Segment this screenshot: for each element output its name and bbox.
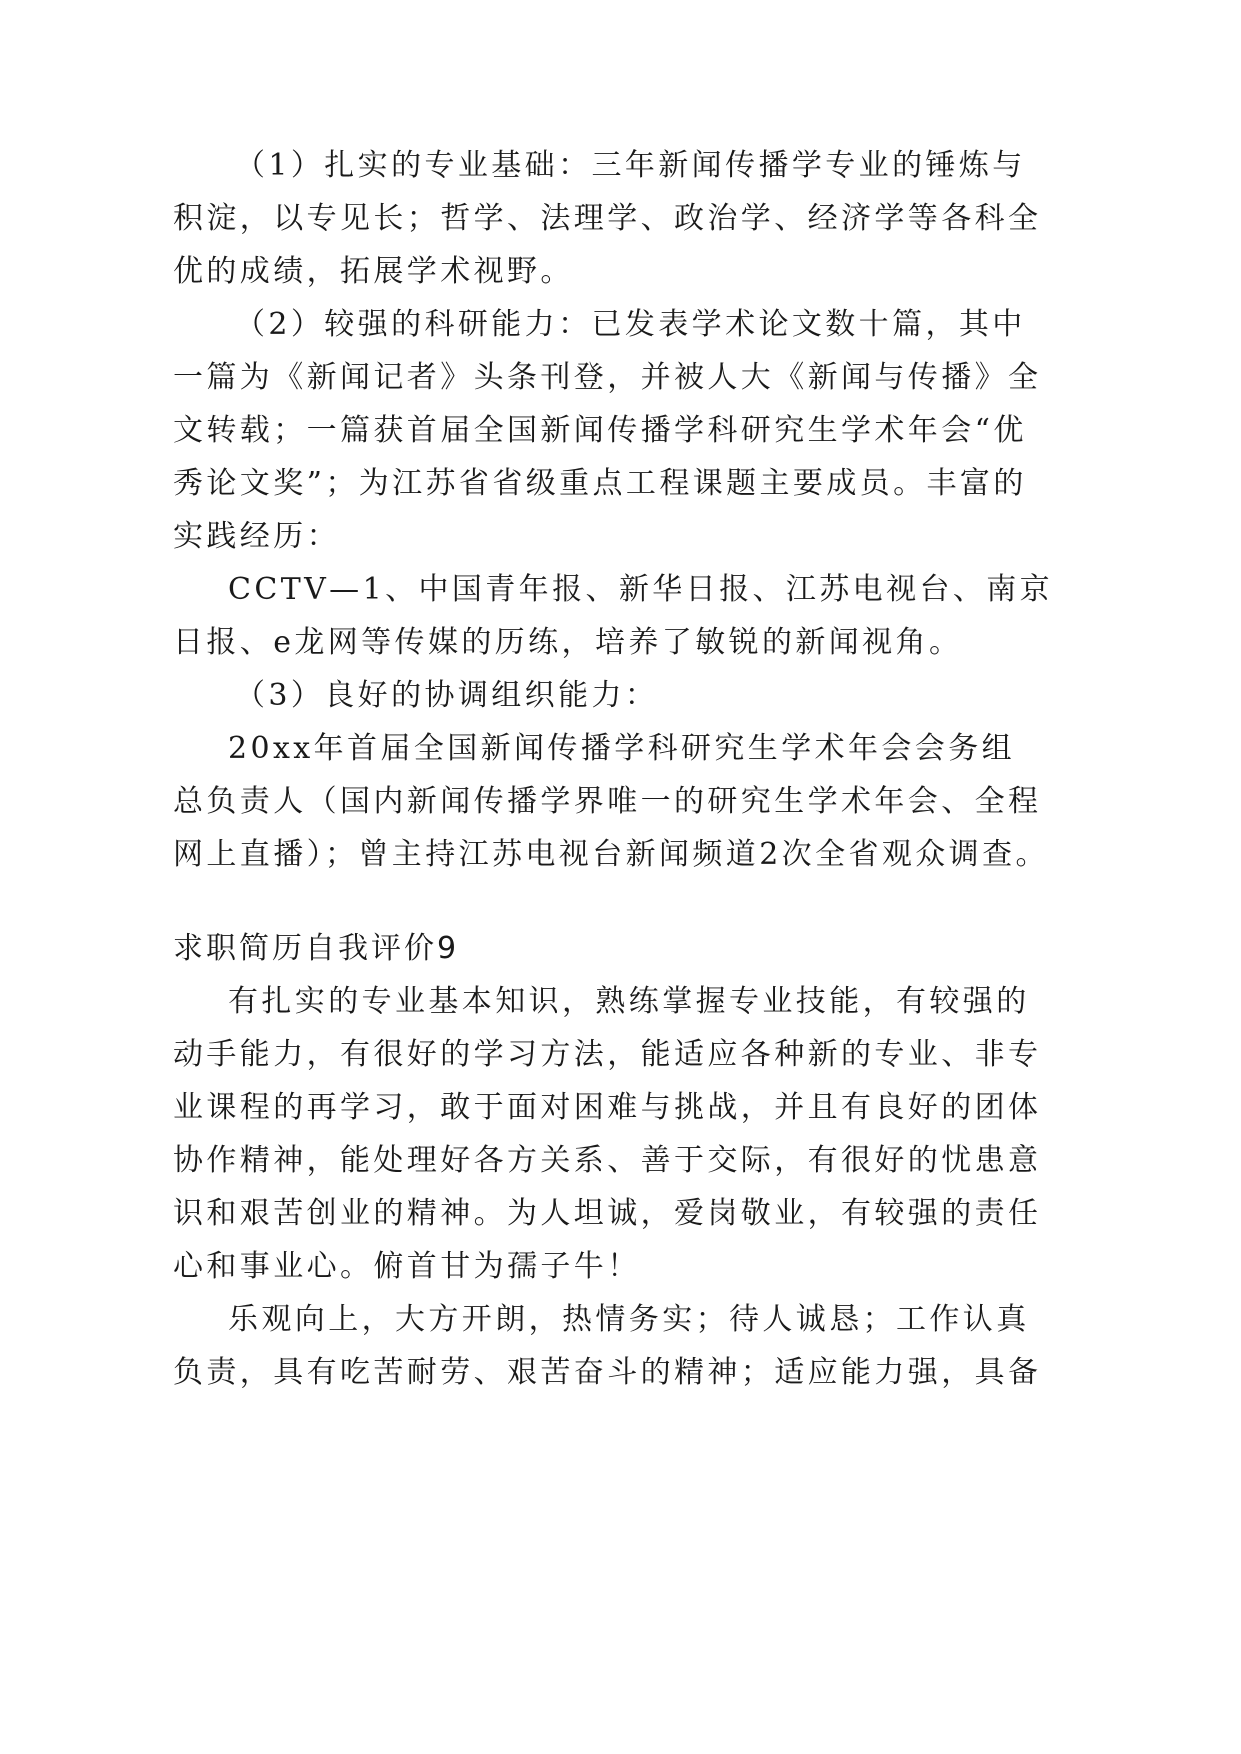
practice-line-2: 日报、e龙网等传媒的历练，培养了敏锐的新闻视角。 bbox=[173, 625, 963, 660]
section-heading: 求职简历自我评价9 bbox=[173, 931, 460, 966]
para-1-line-4: 协作精神，能处理好各方关系、善于交际，有很好的忧患意 bbox=[173, 1143, 1042, 1178]
item-2-line-4: 秀论文奖”；为江苏省省级重点工程课题主要成员。丰富的 bbox=[173, 466, 1027, 501]
item-2-line-5: 实践经历： bbox=[173, 519, 340, 554]
item-3-line-1: （3）良好的协调组织能力： bbox=[235, 678, 659, 713]
para-2-line-1: 乐观向上，大方开朗，热情务实；待人诚恳；工作认真 bbox=[228, 1302, 1030, 1337]
para-1-line-5: 识和艰苦创业的精神。为人坦诚，爱岗敬业，有较强的责任 bbox=[173, 1196, 1042, 1231]
para-2-line-2: 负责，具有吃苦耐劳、艰苦奋斗的精神；适应能力强，具备 bbox=[173, 1355, 1042, 1390]
item-1-line-1: （1）扎实的专业基础：三年新闻传播学专业的锤炼与 bbox=[235, 148, 1026, 183]
para-1-line-1: 有扎实的专业基本知识，熟练掌握专业技能，有较强的 bbox=[228, 984, 1030, 1019]
organization-line-2: 总负责人（国内新闻传播学界唯一的研究生学术年会、全程 bbox=[173, 784, 1042, 819]
para-1-line-3: 业课程的再学习，敢于面对困难与挑战，并且有良好的团体 bbox=[173, 1090, 1042, 1125]
item-2-line-2: 一篇为《新闻记者》头条刊登，并被人大《新闻与传播》全 bbox=[173, 360, 1042, 395]
item-1-line-3: 优的成绩，拓展学术视野。 bbox=[173, 254, 574, 289]
item-2-line-1: （2）较强的科研能力：已发表学术论文数十篇，其中 bbox=[235, 307, 1026, 342]
item-2-line-3: 文转载；一篇获首届全国新闻传播学科研究生学术年会“优 bbox=[173, 413, 1027, 448]
organization-line-1: 20xx年首届全国新闻传播学科研究生学术年会会务组 bbox=[228, 731, 1016, 766]
para-1-line-2: 动手能力，有很好的学习方法，能适应各种新的专业、非专 bbox=[173, 1037, 1042, 1072]
item-1-line-2: 积淀，以专见长；哲学、法理学、政治学、经济学等各科全 bbox=[173, 201, 1042, 236]
organization-line-3: 网上直播）；曾主持江苏电视台新闻频道2次全省观众调查。 bbox=[173, 837, 1049, 872]
practice-line-1: CCTV—1、中国青年报、新华日报、江苏电视台、南京 bbox=[228, 572, 1054, 607]
para-1-line-6: 心和事业心。俯首甘为孺子牛！ bbox=[173, 1249, 641, 1284]
